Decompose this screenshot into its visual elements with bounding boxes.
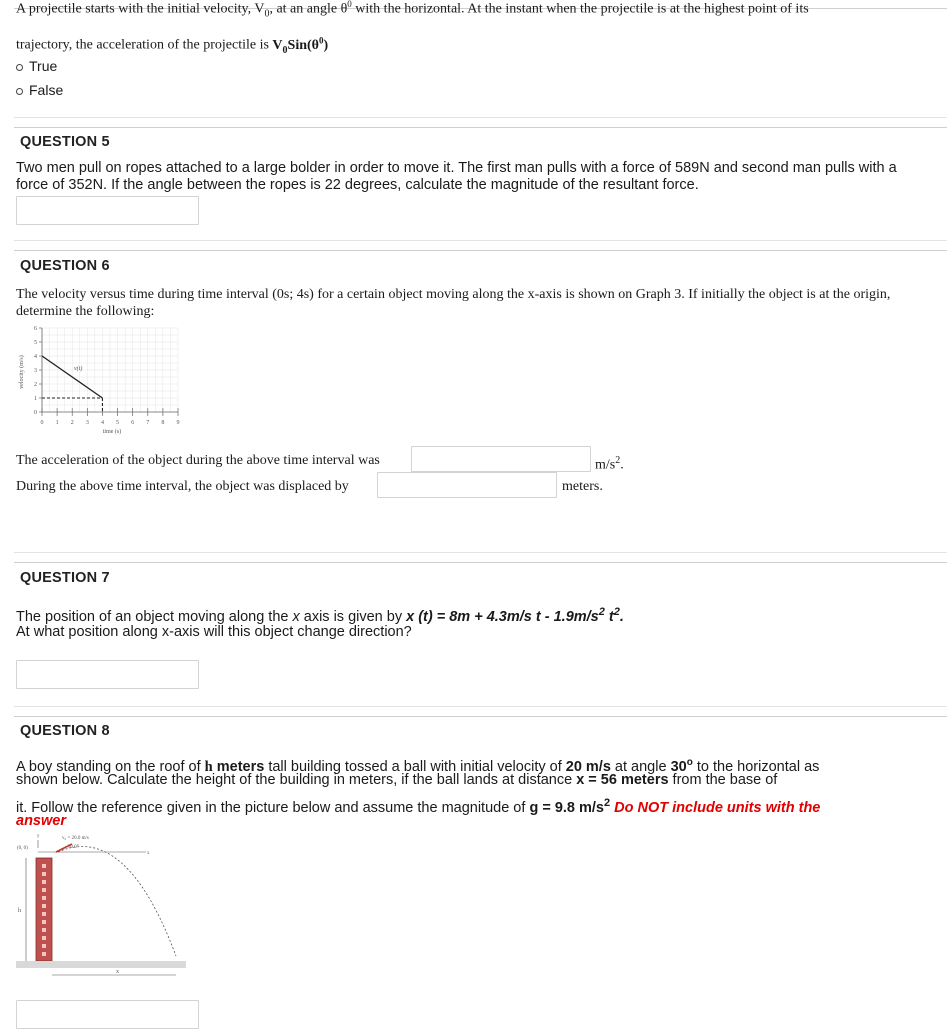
- acceleration-unit: $m/s^2$.: [595, 455, 624, 473]
- ground: [16, 961, 186, 968]
- question-7-text: The position of an object moving along the x axis is given by x (t) = 8m + 4.3m/s t - $1.9m/s^2$ $t^2$.: [16, 606, 624, 625]
- x-axis-end-label: x: [147, 851, 150, 856]
- window: [42, 952, 46, 956]
- distance-label: x: [116, 969, 119, 975]
- window: [42, 920, 46, 924]
- x-tick-label: 0: [40, 420, 44, 426]
- question-7-title: QUESTION 7: [20, 570, 110, 586]
- x-tick-label: 2: [70, 420, 74, 426]
- question-7-divider: [14, 562, 947, 563]
- question-6-divider: [14, 250, 947, 251]
- window: [42, 944, 46, 948]
- displacement-input[interactable]: [377, 472, 557, 498]
- y-tick-label: 5: [34, 340, 37, 346]
- x-tick-label: 8: [161, 420, 165, 426]
- y-axis-label: velocity (m/s): [19, 355, 25, 389]
- question-8-text-line2: shown below. Calculate the height of the building in meters, if the ball lands at distance x = 56 meters from the base of: [16, 772, 778, 788]
- x-tick-label: 7: [146, 420, 150, 426]
- y-axis-label: y: [37, 834, 40, 839]
- y-ticks: [34, 326, 42, 416]
- y-tick-label: 0: [34, 410, 37, 416]
- question-5-text: Two men pull on ropes attached to a large bolder in order to move it. The first man pulls with a force of 589N and second man pulls with a force of 352N. If the angle between the ropes is 22 degrees, calculate the magnitude of the resultant force.: [16, 160, 897, 193]
- window: [42, 880, 46, 884]
- divider: [14, 552, 947, 553]
- window: [42, 872, 46, 876]
- question-6-title: QUESTION 6: [20, 258, 110, 274]
- question-5-answer-input[interactable]: [16, 196, 199, 225]
- x-axis-label: time (s): [102, 429, 122, 435]
- acceleration-label: The acceleration of the object during the above time interval was: [16, 453, 380, 468]
- prev-question-text-line1: A projectile starts with the initial velocity, $V_0$, at an angle $\theta^0$ with the horizontal. At the instant when the projectile is at the highest point of its: [16, 0, 809, 20]
- window: [42, 904, 46, 908]
- x-tick-label: 5: [116, 420, 120, 426]
- option-true[interactable]: True: [16, 58, 57, 74]
- window: [42, 928, 46, 932]
- acceleration-input[interactable]: [411, 446, 591, 472]
- y-tick-label: 4: [34, 354, 37, 360]
- prev-question-text-line2: trajectory, the acceleration of the projectile is $V_0Sin(\theta^0)$: [16, 35, 329, 56]
- x-tick-label: 6: [131, 420, 135, 426]
- trajectory-path: [58, 847, 176, 956]
- velocity-label: v₀ = 20.0 m/s: [62, 836, 89, 841]
- question-7-text2: At what position along x-axis will this object change direction?: [16, 624, 412, 640]
- window: [42, 936, 46, 940]
- question-8-text-line3: it. Follow the reference given in the picture below and assume the magnitude of g = 9.8 $m/s^2$ Do NOT include units with the: [16, 797, 821, 816]
- question-8-warning-line4: answer: [16, 813, 66, 829]
- x-tick-label: 4: [100, 420, 104, 426]
- x-tick-label: 1: [55, 420, 59, 426]
- divider: [14, 240, 947, 241]
- question-8-text-line1: A boy standing on the roof of h meters tall building tossed a ball with initial velocity of 20 m/s at angle 30$^o$ to the horizontal as: [16, 757, 820, 775]
- question-8-answer-input[interactable]: [16, 1000, 199, 1029]
- radio-bullet-icon: [16, 64, 23, 71]
- y-tick-label: 6: [34, 326, 37, 332]
- window: [42, 888, 46, 892]
- displacement-unit: meters.: [562, 479, 603, 494]
- y-tick-label: 3: [34, 368, 37, 374]
- angle-label: 30.0°: [68, 845, 79, 850]
- question-5-title: QUESTION 5: [20, 134, 110, 150]
- divider: [14, 706, 947, 707]
- x-tick-label: 3: [85, 420, 89, 426]
- window: [42, 912, 46, 916]
- question-6-text: The velocity versus time during time interval (0s; 4s) for a certain object moving along the x-axis is shown on Graph 3. If initially the object is at the origin, determine the following:: [16, 287, 891, 319]
- displacement-label: During the above time interval, the object was displaced by: [16, 479, 349, 494]
- radio-bullet-icon: [16, 88, 23, 95]
- x-tick-label: 9: [176, 420, 180, 426]
- velocity-time-graph: [16, 320, 186, 440]
- curve-label: v(t): [74, 366, 83, 372]
- height-label: h: [18, 908, 21, 914]
- y-tick-label: 2: [34, 382, 37, 388]
- question-5-divider: [14, 127, 947, 128]
- divider: [14, 117, 947, 118]
- window: [42, 864, 46, 868]
- question-8-title: QUESTION 8: [20, 723, 110, 739]
- option-false[interactable]: False: [16, 82, 63, 98]
- building-trajectory-figure: [16, 828, 196, 978]
- question-7-answer-input[interactable]: [16, 660, 199, 689]
- origin-label: (0, 0): [17, 846, 28, 851]
- question-8-divider: [14, 716, 947, 717]
- y-tick-label: 1: [34, 396, 37, 402]
- window: [42, 896, 46, 900]
